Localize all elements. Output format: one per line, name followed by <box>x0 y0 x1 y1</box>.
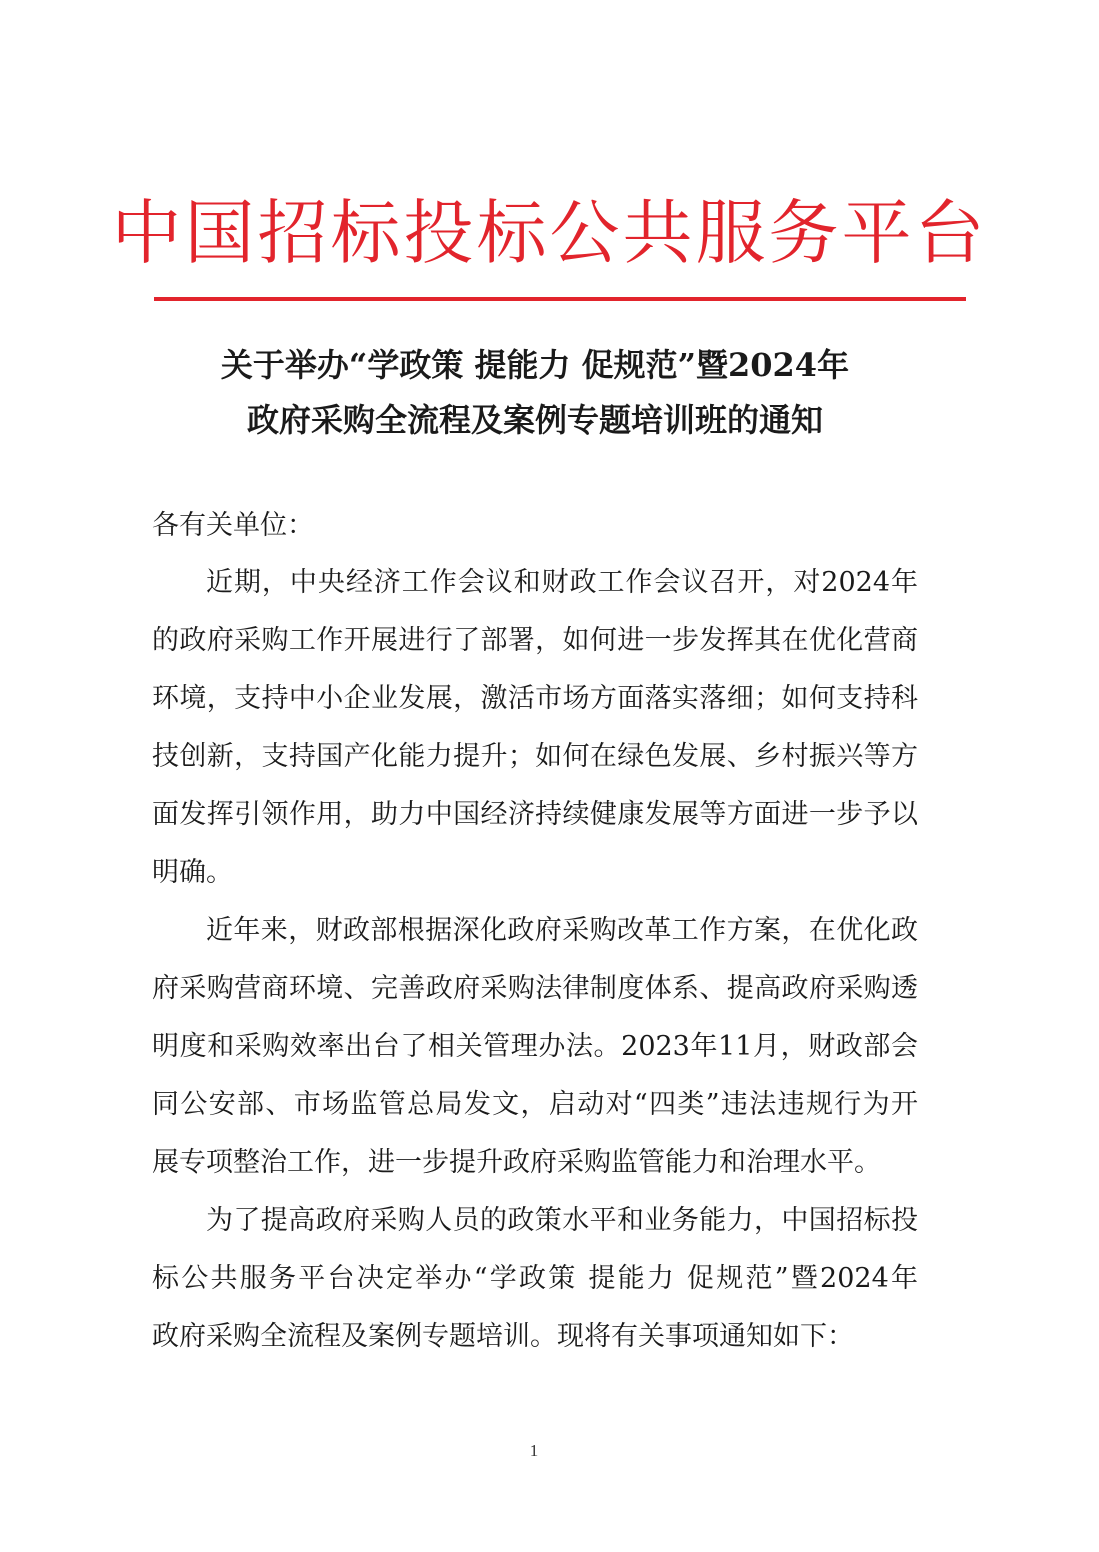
paragraph-1-line-2: 的政府采购工作开展进行了部署，如何进一步发挥其在优化营商 <box>152 625 918 656</box>
paragraph-1-line-3: 环境，支持中小企业发展，激活市场方面落实落细；如何支持科 <box>152 683 918 714</box>
paragraph-1-line-5: 面发挥引领作用，助力中国经济持续健康发展等方面进一步予以 <box>152 799 918 830</box>
paragraph-3-line-2: 标公共服务平台决定举办“学政策 提能力 促规范”暨2024年 <box>152 1263 918 1294</box>
paragraph-1-line-6: 明确。 <box>152 857 233 888</box>
org-letterhead-title: 中国招标投标公共服务平台 <box>111 192 988 274</box>
salutation: 各有关单位： <box>152 510 314 541</box>
paragraph-2-line-1: 近年来，财政部根据深化政府采购改革工作方案，在优化政 <box>206 915 918 946</box>
paragraph-2-line-3: 明度和采购效率出台了相关管理办法。2023年11月，财政部会 <box>152 1031 918 1062</box>
paragraph-2-line-4: 同公安部、市场监管总局发文，启动对“四类”违法违规行为开 <box>152 1089 918 1120</box>
paragraph-1-line-1: 近期，中央经济工作会议和财政工作会议召开，对2024年 <box>206 567 918 598</box>
paragraph-2-line-2: 府采购营商环境、完善政府采购法律制度体系、提高政府采购透 <box>152 973 918 1004</box>
paragraph-3-line-1: 为了提高政府采购人员的政策水平和业务能力，中国招标投 <box>206 1205 918 1236</box>
notice-title-line-2: 政府采购全流程及案例专题培训班的通知 <box>246 401 823 439</box>
paragraph-2-line-5: 展专项整治工作，进一步提升政府采购监管能力和治理水平。 <box>152 1147 881 1178</box>
paragraph-1-line-4: 技创新，支持国产化能力提升；如何在绿色发展、乡村振兴等方 <box>152 741 918 772</box>
letterhead-divider <box>154 297 966 301</box>
notice-title-line-1: 关于举办“学政策 提能力 促规范”暨2024年 <box>220 346 850 384</box>
page-number: 1 <box>529 1441 539 1460</box>
paragraph-3-line-3: 政府采购全流程及案例专题培训。现将有关事项通知如下： <box>152 1321 854 1352</box>
